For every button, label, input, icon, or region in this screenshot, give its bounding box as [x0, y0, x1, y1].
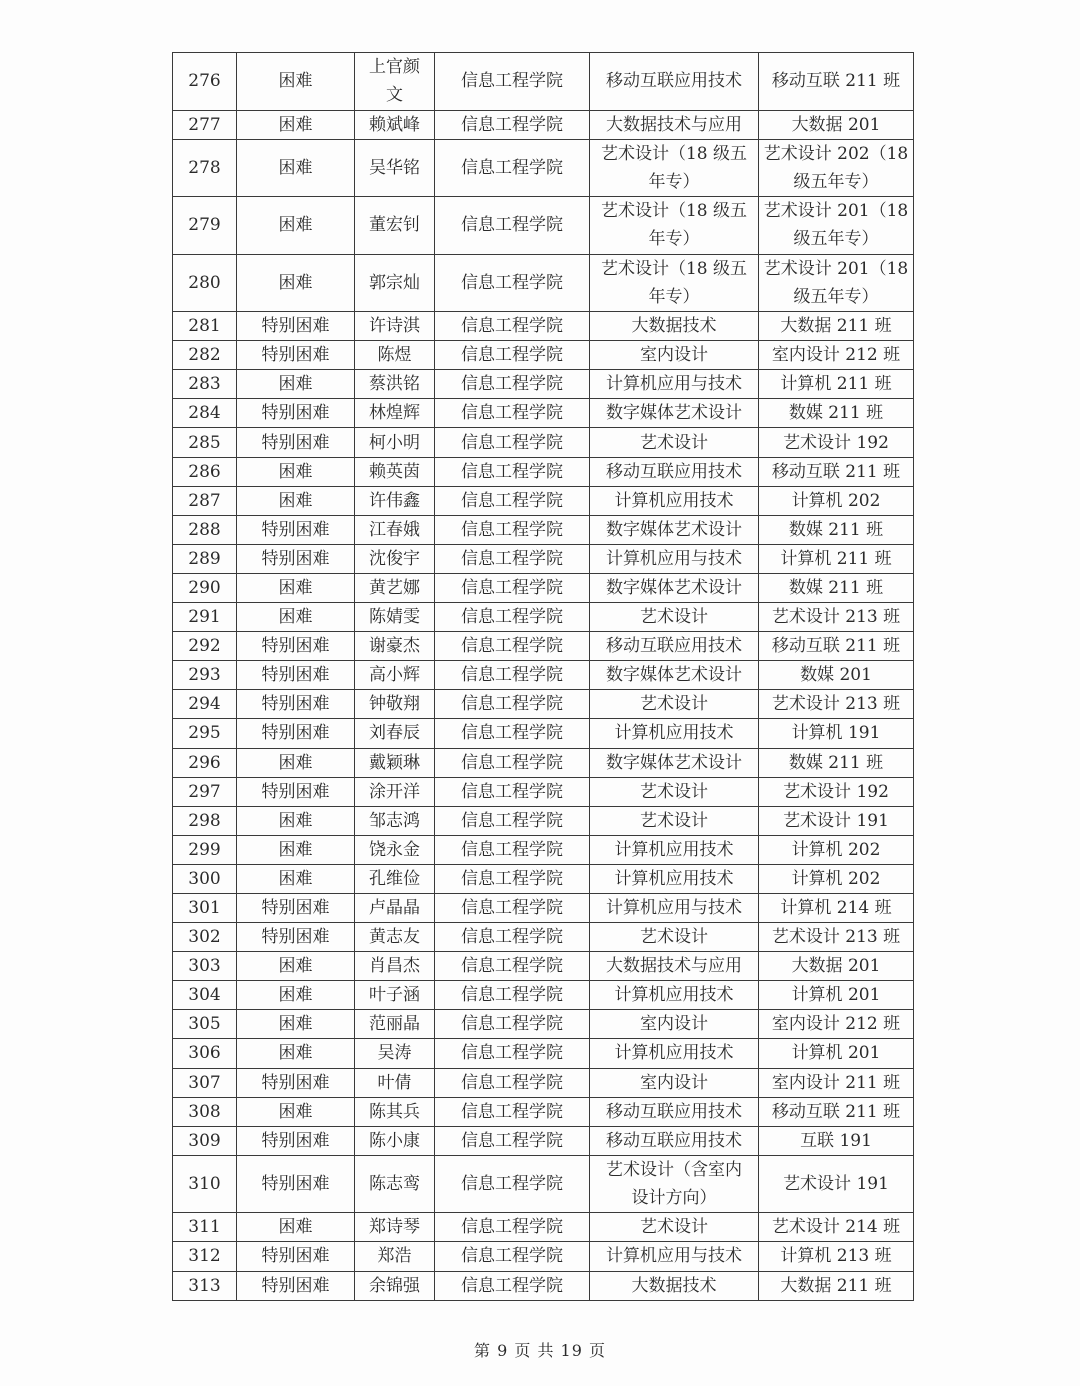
college-cell: 信息工程学院	[435, 312, 590, 341]
table-row	[173, 1068, 914, 1097]
difficulty-level-cell: 特别困难	[237, 923, 355, 952]
difficulty-level-cell: 困难	[237, 197, 355, 255]
student-name-cell: 陈其兵	[355, 1097, 435, 1126]
major-cell: 艺术设计	[590, 603, 759, 632]
college-cell: 信息工程学院	[435, 981, 590, 1010]
row-number-cell: 311	[173, 1213, 237, 1242]
college-cell: 信息工程学院	[435, 1213, 590, 1242]
table-row	[173, 1126, 914, 1155]
college-cell: 信息工程学院	[435, 632, 590, 661]
college-cell: 信息工程学院	[435, 1097, 590, 1126]
row-number-cell: 279	[173, 197, 237, 255]
difficulty-level-cell: 困难	[237, 748, 355, 777]
major-cell: 大数据技术	[590, 312, 759, 341]
major-cell: 大数据技术与应用	[590, 110, 759, 139]
difficulty-level-cell: 困难	[237, 457, 355, 486]
major-cell: 数字媒体艺术设计	[590, 661, 759, 690]
row-number-cell: 301	[173, 893, 237, 922]
difficulty-level-cell: 困难	[237, 806, 355, 835]
college-cell: 信息工程学院	[435, 110, 590, 139]
major-cell: 移动互联应用技术	[590, 53, 759, 111]
major-cell: 移动互联应用技术	[590, 457, 759, 486]
student-name-cell: 余锦强	[355, 1271, 435, 1300]
table-row	[173, 254, 914, 312]
college-cell: 信息工程学院	[435, 719, 590, 748]
college-cell: 信息工程学院	[435, 661, 590, 690]
table-row	[173, 835, 914, 864]
major-cell: 室内设计	[590, 1010, 759, 1039]
major-cell: 大数据技术与应用	[590, 952, 759, 981]
major-cell: 艺术设计	[590, 777, 759, 806]
class-cell: 计算机 201	[759, 1039, 914, 1068]
class-cell: 数媒 211 班	[759, 573, 914, 602]
student-name-cell: 涂开洋	[355, 777, 435, 806]
row-number-cell: 310	[173, 1155, 237, 1213]
difficulty-level-cell: 困难	[237, 1097, 355, 1126]
row-number-cell: 295	[173, 719, 237, 748]
class-cell: 移动互联 211 班	[759, 53, 914, 111]
student-name-cell: 高小辉	[355, 661, 435, 690]
student-aid-table	[172, 52, 914, 1301]
class-cell: 艺术设计 191	[759, 806, 914, 835]
row-number-cell: 290	[173, 573, 237, 602]
difficulty-level-cell: 特别困难	[237, 1126, 355, 1155]
college-cell: 信息工程学院	[435, 952, 590, 981]
class-cell: 大数据 201	[759, 952, 914, 981]
table-row	[173, 603, 914, 632]
row-number-cell: 286	[173, 457, 237, 486]
difficulty-level-cell: 困难	[237, 603, 355, 632]
college-cell: 信息工程学院	[435, 399, 590, 428]
class-cell: 互联 191	[759, 1126, 914, 1155]
row-number-cell: 312	[173, 1242, 237, 1271]
row-number-cell: 305	[173, 1010, 237, 1039]
student-name-cell: 陈煜	[355, 341, 435, 370]
student-name-cell: 叶倩	[355, 1068, 435, 1097]
difficulty-level-cell: 困难	[237, 370, 355, 399]
difficulty-level-cell: 特别困难	[237, 719, 355, 748]
row-number-cell: 306	[173, 1039, 237, 1068]
difficulty-level-cell: 特别困难	[237, 690, 355, 719]
major-cell: 艺术设计（18 级五 年专）	[590, 197, 759, 255]
class-cell: 大数据 201	[759, 110, 914, 139]
student-name-cell: 赖斌峰	[355, 110, 435, 139]
table-row	[173, 661, 914, 690]
student-name-cell: 赖英茵	[355, 457, 435, 486]
difficulty-level-cell: 困难	[237, 573, 355, 602]
difficulty-level-cell: 特别困难	[237, 632, 355, 661]
difficulty-level-cell: 困难	[237, 1039, 355, 1068]
table-row	[173, 777, 914, 806]
major-cell: 计算机应用技术	[590, 486, 759, 515]
major-cell: 移动互联应用技术	[590, 632, 759, 661]
row-number-cell: 313	[173, 1271, 237, 1300]
difficulty-level-cell: 困难	[237, 952, 355, 981]
major-cell: 室内设计	[590, 1068, 759, 1097]
student-name-cell: 吴华铭	[355, 139, 435, 197]
class-cell: 室内设计 212 班	[759, 341, 914, 370]
class-cell: 计算机 202	[759, 864, 914, 893]
major-cell: 大数据技术	[590, 1271, 759, 1300]
class-cell: 艺术设计 213 班	[759, 923, 914, 952]
difficulty-level-cell: 特别困难	[237, 312, 355, 341]
major-cell: 计算机应用技术	[590, 981, 759, 1010]
difficulty-level-cell: 特别困难	[237, 777, 355, 806]
major-cell: 计算机应用技术	[590, 864, 759, 893]
difficulty-level-cell: 困难	[237, 110, 355, 139]
college-cell: 信息工程学院	[435, 370, 590, 399]
major-cell: 计算机应用与技术	[590, 370, 759, 399]
class-cell: 计算机 191	[759, 719, 914, 748]
difficulty-level-cell: 困难	[237, 254, 355, 312]
table-row	[173, 923, 914, 952]
row-number-cell: 277	[173, 110, 237, 139]
student-name-cell: 郑浩	[355, 1242, 435, 1271]
class-cell: 数媒 211 班	[759, 748, 914, 777]
table-row	[173, 1097, 914, 1126]
row-number-cell: 298	[173, 806, 237, 835]
difficulty-level-cell: 特别困难	[237, 341, 355, 370]
class-cell: 室内设计 211 班	[759, 1068, 914, 1097]
student-name-cell: 郭宗灿	[355, 254, 435, 312]
difficulty-level-cell: 困难	[237, 1010, 355, 1039]
row-number-cell: 276	[173, 53, 237, 111]
difficulty-level-cell: 特别困难	[237, 1242, 355, 1271]
student-name-cell: 柯小明	[355, 428, 435, 457]
class-cell: 数媒 201	[759, 661, 914, 690]
table-row	[173, 806, 914, 835]
class-cell: 计算机 211 班	[759, 370, 914, 399]
student-name-cell: 孔维俭	[355, 864, 435, 893]
student-name-cell: 陈婧雯	[355, 603, 435, 632]
college-cell: 信息工程学院	[435, 341, 590, 370]
difficulty-level-cell: 特别困难	[237, 1271, 355, 1300]
table-row	[173, 981, 914, 1010]
row-number-cell: 300	[173, 864, 237, 893]
student-name-cell: 黄志友	[355, 923, 435, 952]
row-number-cell: 281	[173, 312, 237, 341]
major-cell: 艺术设计	[590, 1213, 759, 1242]
table-row	[173, 1010, 914, 1039]
table-row	[173, 139, 914, 197]
difficulty-level-cell: 特别困难	[237, 1068, 355, 1097]
college-cell: 信息工程学院	[435, 1039, 590, 1068]
student-name-cell: 林煌辉	[355, 399, 435, 428]
major-cell: 移动互联应用技术	[590, 1126, 759, 1155]
row-number-cell: 294	[173, 690, 237, 719]
table-row	[173, 110, 914, 139]
table-row	[173, 197, 914, 255]
difficulty-level-cell: 困难	[237, 981, 355, 1010]
college-cell: 信息工程学院	[435, 835, 590, 864]
student-name-cell: 陈志鸾	[355, 1155, 435, 1213]
class-cell: 数媒 211 班	[759, 399, 914, 428]
table-row	[173, 544, 914, 573]
student-name-cell: 郑诗琴	[355, 1213, 435, 1242]
table-row	[173, 312, 914, 341]
class-cell: 计算机 201	[759, 981, 914, 1010]
table-row	[173, 486, 914, 515]
college-cell: 信息工程学院	[435, 457, 590, 486]
major-cell: 计算机应用与技术	[590, 893, 759, 922]
class-cell: 艺术设计 214 班	[759, 1213, 914, 1242]
row-number-cell: 287	[173, 486, 237, 515]
class-cell: 室内设计 212 班	[759, 1010, 914, 1039]
table-row	[173, 1271, 914, 1300]
class-cell: 大数据 211 班	[759, 312, 914, 341]
table-row	[173, 690, 914, 719]
row-number-cell: 292	[173, 632, 237, 661]
table-row	[173, 341, 914, 370]
major-cell: 计算机应用技术	[590, 1039, 759, 1068]
table-row	[173, 515, 914, 544]
class-cell: 艺术设计 213 班	[759, 603, 914, 632]
college-cell: 信息工程学院	[435, 690, 590, 719]
class-cell: 移动互联 211 班	[759, 632, 914, 661]
row-number-cell: 288	[173, 515, 237, 544]
student-name-cell: 刘春辰	[355, 719, 435, 748]
college-cell: 信息工程学院	[435, 53, 590, 111]
page-number: 第 9 页 共 19 页	[474, 1341, 606, 1360]
college-cell: 信息工程学院	[435, 893, 590, 922]
row-number-cell: 289	[173, 544, 237, 573]
class-cell: 移动互联 211 班	[759, 457, 914, 486]
row-number-cell: 296	[173, 748, 237, 777]
difficulty-level-cell: 特别困难	[237, 661, 355, 690]
major-cell: 计算机应用与技术	[590, 544, 759, 573]
row-number-cell: 302	[173, 923, 237, 952]
student-name-cell: 上官颜 文	[355, 53, 435, 111]
row-number-cell: 299	[173, 835, 237, 864]
class-cell: 大数据 211 班	[759, 1271, 914, 1300]
student-name-cell: 戴颖琳	[355, 748, 435, 777]
major-cell: 艺术设计	[590, 428, 759, 457]
college-cell: 信息工程学院	[435, 603, 590, 632]
row-number-cell: 285	[173, 428, 237, 457]
college-cell: 信息工程学院	[435, 1155, 590, 1213]
difficulty-level-cell: 特别困难	[237, 399, 355, 428]
row-number-cell: 283	[173, 370, 237, 399]
difficulty-level-cell: 困难	[237, 139, 355, 197]
row-number-cell: 303	[173, 952, 237, 981]
row-number-cell: 284	[173, 399, 237, 428]
class-cell: 计算机 214 班	[759, 893, 914, 922]
major-cell: 数字媒体艺术设计	[590, 573, 759, 602]
student-name-cell: 许诗淇	[355, 312, 435, 341]
row-number-cell: 293	[173, 661, 237, 690]
difficulty-level-cell: 特别困难	[237, 893, 355, 922]
table-row	[173, 1155, 914, 1213]
row-number-cell: 291	[173, 603, 237, 632]
college-cell: 信息工程学院	[435, 1068, 590, 1097]
difficulty-level-cell: 特别困难	[237, 544, 355, 573]
college-cell: 信息工程学院	[435, 806, 590, 835]
college-cell: 信息工程学院	[435, 1242, 590, 1271]
difficulty-level-cell: 困难	[237, 864, 355, 893]
class-cell: 艺术设计 192	[759, 777, 914, 806]
college-cell: 信息工程学院	[435, 515, 590, 544]
table-body	[173, 53, 914, 1301]
row-number-cell: 297	[173, 777, 237, 806]
row-number-cell: 308	[173, 1097, 237, 1126]
college-cell: 信息工程学院	[435, 864, 590, 893]
college-cell: 信息工程学院	[435, 486, 590, 515]
class-cell: 数媒 211 班	[759, 515, 914, 544]
class-cell: 移动互联 211 班	[759, 1097, 914, 1126]
major-cell: 室内设计	[590, 341, 759, 370]
major-cell: 数字媒体艺术设计	[590, 748, 759, 777]
major-cell: 计算机应用技术	[590, 835, 759, 864]
major-cell: 计算机应用技术	[590, 719, 759, 748]
student-name-cell: 饶永金	[355, 835, 435, 864]
class-cell: 艺术设计 202（18 级五年专）	[759, 139, 914, 197]
student-name-cell: 许伟鑫	[355, 486, 435, 515]
student-name-cell: 沈俊宇	[355, 544, 435, 573]
table-row	[173, 1039, 914, 1068]
major-cell: 艺术设计（18 级五 年专）	[590, 254, 759, 312]
row-number-cell: 307	[173, 1068, 237, 1097]
class-cell: 计算机 202	[759, 486, 914, 515]
college-cell: 信息工程学院	[435, 1126, 590, 1155]
college-cell: 信息工程学院	[435, 544, 590, 573]
class-cell: 艺术设计 213 班	[759, 690, 914, 719]
class-cell: 计算机 202	[759, 835, 914, 864]
student-name-cell: 陈小康	[355, 1126, 435, 1155]
table-row	[173, 1242, 914, 1271]
major-cell: 艺术设计	[590, 806, 759, 835]
student-name-cell: 邹志鸿	[355, 806, 435, 835]
class-cell: 艺术设计 192	[759, 428, 914, 457]
table-row	[173, 748, 914, 777]
student-name-cell: 谢豪杰	[355, 632, 435, 661]
major-cell: 艺术设计	[590, 923, 759, 952]
table-row	[173, 893, 914, 922]
table-row	[173, 1213, 914, 1242]
student-name-cell: 肖昌杰	[355, 952, 435, 981]
student-name-cell: 吴涛	[355, 1039, 435, 1068]
difficulty-level-cell: 特别困难	[237, 428, 355, 457]
student-name-cell: 叶子涵	[355, 981, 435, 1010]
class-cell: 计算机 213 班	[759, 1242, 914, 1271]
difficulty-level-cell: 特别困难	[237, 515, 355, 544]
college-cell: 信息工程学院	[435, 748, 590, 777]
table-row	[173, 370, 914, 399]
student-name-cell: 江春娥	[355, 515, 435, 544]
student-name-cell: 卢晶晶	[355, 893, 435, 922]
college-cell: 信息工程学院	[435, 139, 590, 197]
table-row	[173, 952, 914, 981]
table-row	[173, 399, 914, 428]
difficulty-level-cell: 困难	[237, 486, 355, 515]
college-cell: 信息工程学院	[435, 254, 590, 312]
college-cell: 信息工程学院	[435, 777, 590, 806]
class-cell: 艺术设计 201（18 级五年专）	[759, 254, 914, 312]
row-number-cell: 280	[173, 254, 237, 312]
student-name-cell: 钟敬翔	[355, 690, 435, 719]
table-row	[173, 428, 914, 457]
major-cell: 艺术设计	[590, 690, 759, 719]
major-cell: 艺术设计（18 级五 年专）	[590, 139, 759, 197]
table-row	[173, 53, 914, 111]
class-cell: 艺术设计 201（18 级五年专）	[759, 197, 914, 255]
college-cell: 信息工程学院	[435, 1010, 590, 1039]
major-cell: 数字媒体艺术设计	[590, 399, 759, 428]
class-cell: 艺术设计 191	[759, 1155, 914, 1213]
college-cell: 信息工程学院	[435, 428, 590, 457]
difficulty-level-cell: 困难	[237, 1213, 355, 1242]
table-row	[173, 864, 914, 893]
difficulty-level-cell: 困难	[237, 53, 355, 111]
row-number-cell: 282	[173, 341, 237, 370]
row-number-cell: 278	[173, 139, 237, 197]
student-name-cell: 董宏钊	[355, 197, 435, 255]
major-cell: 计算机应用与技术	[590, 1242, 759, 1271]
college-cell: 信息工程学院	[435, 923, 590, 952]
major-cell: 艺术设计（含室内 设计方向）	[590, 1155, 759, 1213]
college-cell: 信息工程学院	[435, 1271, 590, 1300]
table-row	[173, 457, 914, 486]
student-name-cell: 黄艺娜	[355, 573, 435, 602]
student-name-cell: 蔡洪铭	[355, 370, 435, 399]
difficulty-level-cell: 特别困难	[237, 1155, 355, 1213]
difficulty-level-cell: 困难	[237, 835, 355, 864]
major-cell: 移动互联应用技术	[590, 1097, 759, 1126]
college-cell: 信息工程学院	[435, 573, 590, 602]
student-name-cell: 范丽晶	[355, 1010, 435, 1039]
major-cell: 数字媒体艺术设计	[590, 515, 759, 544]
table-row	[173, 573, 914, 602]
table-row	[173, 632, 914, 661]
table-row	[173, 719, 914, 748]
class-cell: 计算机 211 班	[759, 544, 914, 573]
college-cell: 信息工程学院	[435, 197, 590, 255]
row-number-cell: 304	[173, 981, 237, 1010]
row-number-cell: 309	[173, 1126, 237, 1155]
